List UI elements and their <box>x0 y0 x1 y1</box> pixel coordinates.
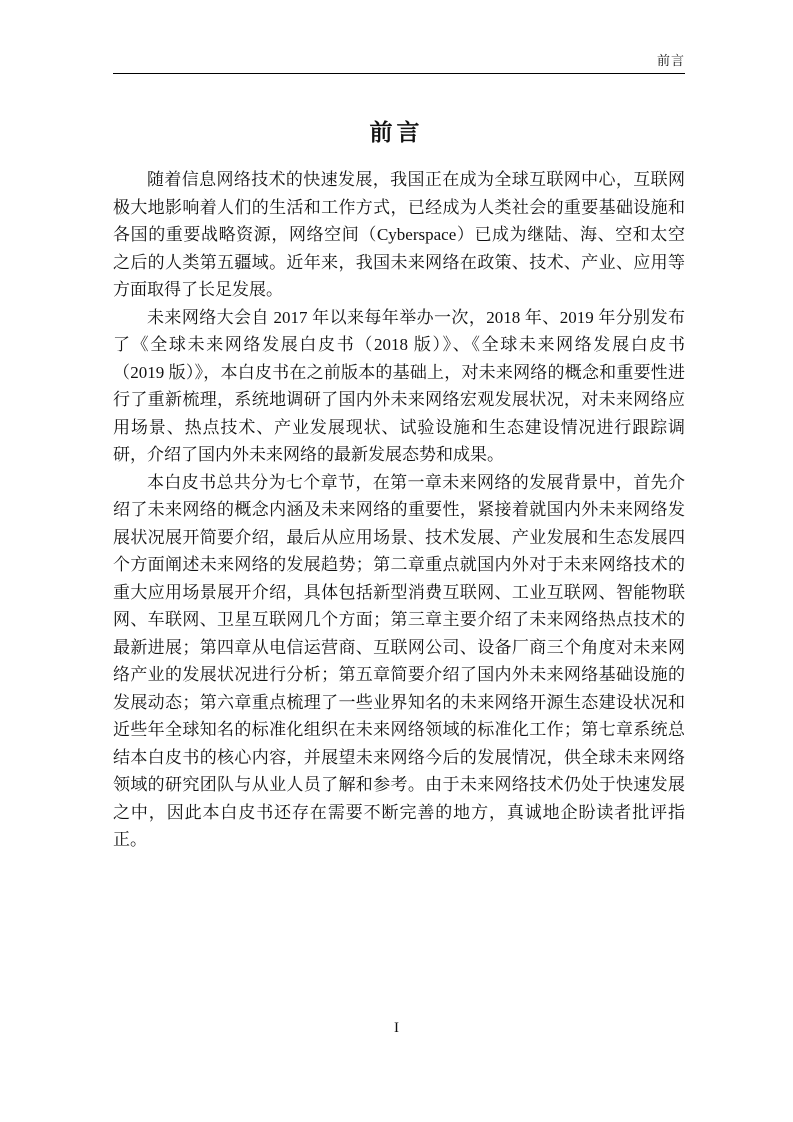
running-header-title: 前言 <box>656 53 685 68</box>
paragraph: 随着信息网络技术的快速发展，我国正在成为全球互联网中心，互联网极大地影响着人们的生活和工作方式，已经成为人类社会的重要基础设施和各国的重要战略资源，网络空间（Cyberspace）已成为继陆、海、空和太空之后的人类第五疆域。近年来，我国未来网络在政策、技术、产业、应用等方面取得了长足发展。 <box>113 170 685 299</box>
page-title: 前言 <box>369 120 424 145</box>
document-body <box>113 166 685 854</box>
running-header <box>113 50 685 74</box>
paragraph: 本白皮书总共分为七个章节，在第一章未来网络的发展背景中，首先介绍了未来网络的概念内涵及未来网络的重要性，紧接着就国内外未来网络发展状况展开简要介绍，最后从应用场景、技术发展、产业发展和生态发展四个方面阐述未来网络的发展趋势；第二章重点就国内外对于未来网络技术的重大应用场景展开介绍，具体包括新型消费互联网、工业互联网、智能物联网、车联网、卫星互联网几个方面；第三章主要介绍了未来网络热点技术的最新进展；第四章从电信运营商、互联网公司、设备厂商三个角度对未来网络产业的发展状况进行分析；第五章简要介绍了国内外未来网络基础设施的发展动态；第六章重点梳理了一些业界知名的未来网络开源生态建设状况和近些年全球知名的标准化组织在未来网络领域的标准化工作；第七章系统总结本白皮书的核心内容，并展望未来网络今后的发展情况，供全球未来网络领域的研究团队与从业人员了解和参考。由于未来网络技术仍处于快速发展之中，因此本白皮书还存在需要不断完善的地方，真诚地企盼读者批评指正。 <box>113 472 685 849</box>
page-number: I <box>394 1020 399 1036</box>
paragraph: 未来网络大会自 2017 年以来每年举办一次，2018 年、2019 年分别发布了《全球未来网络发展白皮书（2018 版）》、《全球未来网络发展白皮书（2019 版）》，本白皮书在之前版本的基础上，对未来网络的概念和重要性进行了重新梳理，系统地调研了国内外未来网络宏观发展状况，对未来网络应用场景、热点技术、产业发展现状、试验设施和生态建设情况进行跟踪调研，介绍了国内外未来网络的最新发展态势和成果。 <box>113 307 685 464</box>
